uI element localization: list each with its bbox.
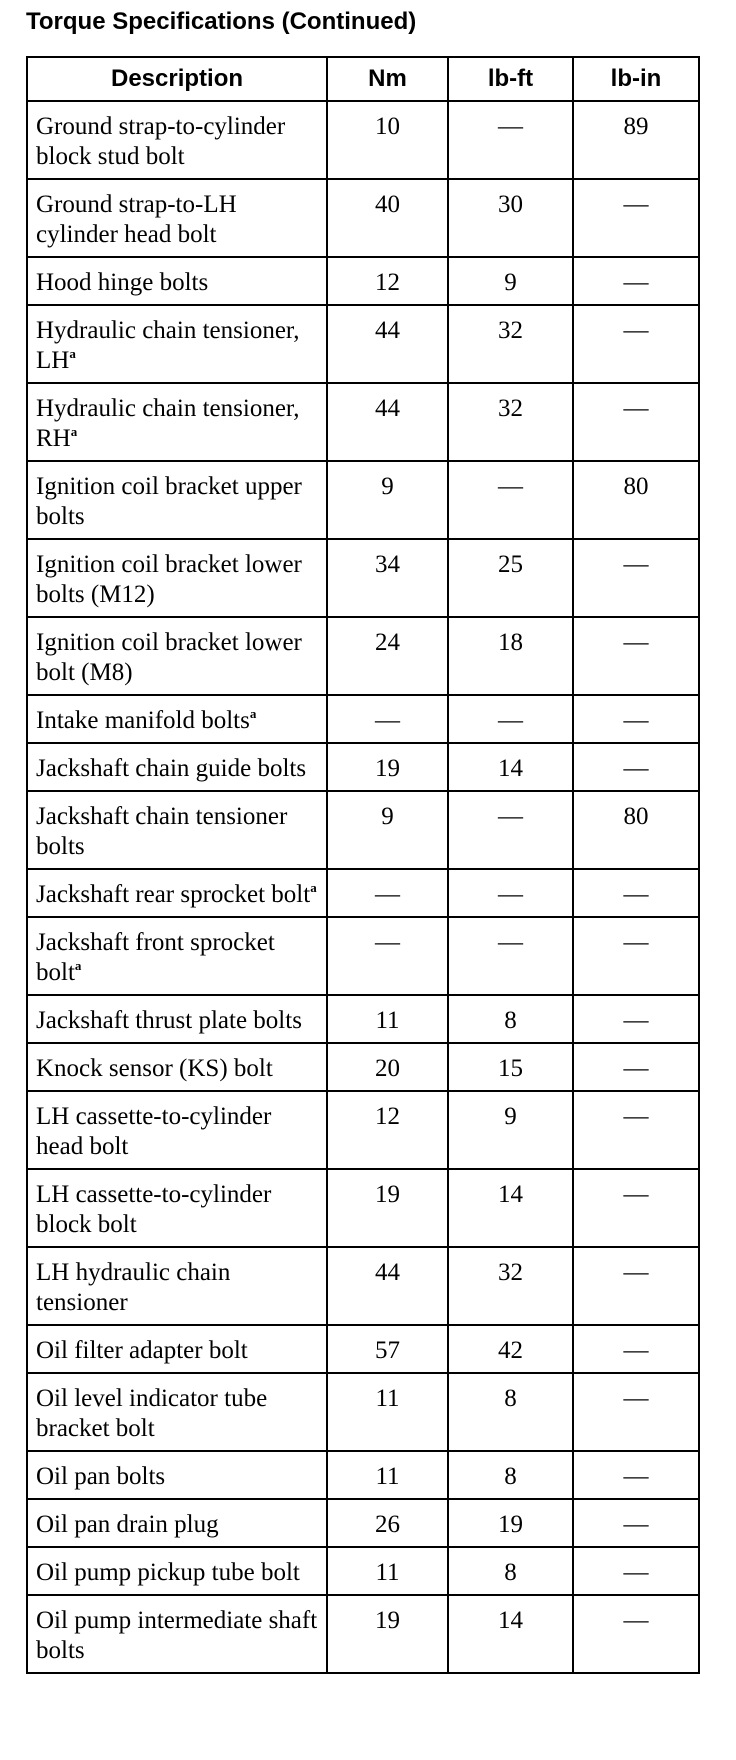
lbft-value-cell: 9 — [448, 257, 573, 305]
table-row — [27, 1325, 699, 1373]
nm-value-cell: — — [327, 695, 448, 743]
nm-value-cell: 44 — [327, 383, 448, 461]
description-cell — [27, 1247, 327, 1325]
nm-value-cell: 19 — [327, 743, 448, 791]
description-cell — [27, 1499, 327, 1547]
table-body — [27, 101, 699, 1673]
lbin-value-cell: — — [573, 179, 699, 257]
description-cell — [27, 539, 327, 617]
table-row — [27, 743, 699, 791]
description-cell — [27, 257, 327, 305]
table-row — [27, 1373, 699, 1451]
lbft-value-cell: — — [448, 695, 573, 743]
description-text: LH hydraulic chain tensioner — [36, 1259, 231, 1316]
nm-value-cell: 19 — [327, 1169, 448, 1247]
lbin-value-cell: — — [573, 539, 699, 617]
nm-value-cell: — — [327, 869, 448, 917]
table-row — [27, 695, 699, 743]
description-text: Knock sensor (KS) bolt — [36, 1055, 273, 1082]
description-text: Jackshaft front sprocket bolt — [36, 929, 275, 986]
lbin-value-cell: — — [573, 1499, 699, 1547]
footnote-marker: a — [310, 880, 317, 895]
table-row — [27, 539, 699, 617]
lbft-value-cell: 14 — [448, 743, 573, 791]
nm-value-cell: 34 — [327, 539, 448, 617]
description-text: Hydraulic chain tensioner, LH — [36, 317, 300, 374]
table-row — [27, 1451, 699, 1499]
description-text: Ignition coil bracket upper bolts — [36, 473, 302, 530]
description-cell — [27, 1451, 327, 1499]
table-row — [27, 1043, 699, 1091]
lbft-value-cell: 32 — [448, 1247, 573, 1325]
nm-value-cell: 11 — [327, 1373, 448, 1451]
lbin-value-cell: — — [573, 869, 699, 917]
table-row — [27, 383, 699, 461]
nm-value-cell: 57 — [327, 1325, 448, 1373]
lbft-value-cell: 14 — [448, 1595, 573, 1673]
lbin-value-cell: — — [573, 1547, 699, 1595]
nm-value-cell: 11 — [327, 1547, 448, 1595]
column-header-lbin: lb-in — [573, 57, 699, 101]
lbft-value-cell: 8 — [448, 1373, 573, 1451]
lbft-value-cell: — — [448, 869, 573, 917]
lbin-value-cell: — — [573, 383, 699, 461]
lbin-value-cell: — — [573, 1169, 699, 1247]
footnote-marker: a — [69, 346, 76, 361]
table-row — [27, 1169, 699, 1247]
lbin-value-cell: — — [573, 917, 699, 995]
nm-value-cell: 12 — [327, 257, 448, 305]
lbft-value-cell: 8 — [448, 995, 573, 1043]
description-cell — [27, 743, 327, 791]
description-text: Intake manifold bolts — [36, 707, 250, 734]
table-row — [27, 461, 699, 539]
nm-value-cell: 26 — [327, 1499, 448, 1547]
description-cell — [27, 1325, 327, 1373]
lbft-value-cell: — — [448, 917, 573, 995]
description-cell — [27, 995, 327, 1043]
lbin-value-cell: — — [573, 1043, 699, 1091]
description-text: Oil pan bolts — [36, 1463, 166, 1490]
description-text: Ground strap-to-LH cylinder head bolt — [36, 191, 237, 248]
description-cell — [27, 101, 327, 179]
description-text: Jackshaft rear sprocket bolt — [36, 881, 311, 908]
description-text: Oil pump pickup tube bolt — [36, 1559, 300, 1586]
nm-value-cell: 9 — [327, 791, 448, 869]
description-text: LH cassette-to-cylinder block bolt — [36, 1181, 272, 1238]
description-cell — [27, 1043, 327, 1091]
lbft-value-cell: 18 — [448, 617, 573, 695]
lbin-value-cell: — — [573, 617, 699, 695]
lbft-value-cell: 42 — [448, 1325, 573, 1373]
torque-spec-table — [26, 56, 700, 1674]
lbin-value-cell: 80 — [573, 461, 699, 539]
lbft-value-cell: 9 — [448, 1091, 573, 1169]
lbin-value-cell: 89 — [573, 101, 699, 179]
table-row — [27, 869, 699, 917]
description-cell — [27, 1169, 327, 1247]
nm-value-cell: 11 — [327, 995, 448, 1043]
description-text: Oil pump intermediate shaft bolts — [36, 1607, 318, 1664]
description-cell — [27, 695, 327, 743]
table-row — [27, 917, 699, 995]
description-text: Jackshaft chain tensioner bolts — [36, 803, 288, 860]
table-row — [27, 617, 699, 695]
description-cell — [27, 617, 327, 695]
table-row — [27, 1595, 699, 1673]
description-text: Ignition coil bracket lower bolts (M12) — [36, 551, 302, 608]
lbft-value-cell: — — [448, 791, 573, 869]
lbft-value-cell: — — [448, 101, 573, 179]
table-row — [27, 1247, 699, 1325]
column-header-nm: Nm — [327, 57, 448, 101]
lbin-value-cell: — — [573, 995, 699, 1043]
description-cell — [27, 791, 327, 869]
lbin-value-cell: — — [573, 695, 699, 743]
table-row — [27, 791, 699, 869]
footnote-marker: a — [74, 958, 82, 973]
description-text: LH cassette-to-cylinder head bolt — [36, 1103, 272, 1160]
column-header-lbft: lb-ft — [448, 57, 573, 101]
description-cell — [27, 461, 327, 539]
header-row — [27, 57, 699, 101]
description-cell — [27, 1091, 327, 1169]
lbft-value-cell: 32 — [448, 383, 573, 461]
nm-value-cell: 11 — [327, 1451, 448, 1499]
lbft-value-cell: 30 — [448, 179, 573, 257]
nm-value-cell: 9 — [327, 461, 448, 539]
nm-value-cell: 24 — [327, 617, 448, 695]
description-text: Hood hinge bolts — [36, 269, 209, 296]
table-row — [27, 101, 699, 179]
description-text: Jackshaft thrust plate bolts — [36, 1007, 302, 1034]
nm-value-cell: 44 — [327, 1247, 448, 1325]
nm-value-cell: 40 — [327, 179, 448, 257]
lbin-value-cell: — — [573, 305, 699, 383]
lbft-value-cell: 15 — [448, 1043, 573, 1091]
lbin-value-cell: — — [573, 257, 699, 305]
lbft-value-cell: 8 — [448, 1547, 573, 1595]
lbin-value-cell: 80 — [573, 791, 699, 869]
lbin-value-cell: — — [573, 1247, 699, 1325]
description-text: Oil filter adapter bolt — [36, 1337, 248, 1364]
lbin-value-cell: — — [573, 743, 699, 791]
table-row — [27, 1091, 699, 1169]
description-cell — [27, 179, 327, 257]
description-text: Hydraulic chain tensioner, RH — [36, 395, 300, 452]
description-cell — [27, 917, 327, 995]
nm-value-cell: 20 — [327, 1043, 448, 1091]
lbft-value-cell: 8 — [448, 1451, 573, 1499]
description-text: Ignition coil bracket lower bolt (M8) — [36, 629, 302, 686]
description-cell — [27, 1595, 327, 1673]
lbft-value-cell: — — [448, 461, 573, 539]
lbin-value-cell: — — [573, 1595, 699, 1673]
table-row — [27, 179, 699, 257]
description-text: Ground strap-to-cylinder block stud bolt — [36, 113, 286, 170]
lbft-value-cell: 14 — [448, 1169, 573, 1247]
nm-value-cell: 12 — [327, 1091, 448, 1169]
table-row — [27, 1499, 699, 1547]
table-row — [27, 1547, 699, 1595]
lbin-value-cell: — — [573, 1373, 699, 1451]
lbft-value-cell: 19 — [448, 1499, 573, 1547]
description-cell — [27, 383, 327, 461]
table-row — [27, 305, 699, 383]
description-cell — [27, 1373, 327, 1451]
lbft-value-cell: 32 — [448, 305, 573, 383]
footnote-marker: a — [70, 424, 78, 439]
page-title: Torque Specifications (Continued) — [26, 8, 417, 35]
table-row — [27, 257, 699, 305]
table-row — [27, 995, 699, 1043]
nm-value-cell: 19 — [327, 1595, 448, 1673]
description-cell — [27, 305, 327, 383]
description-text: Oil pan drain plug — [36, 1511, 219, 1538]
lbin-value-cell: — — [573, 1325, 699, 1373]
lbin-value-cell: — — [573, 1451, 699, 1499]
lbft-value-cell: 25 — [448, 539, 573, 617]
nm-value-cell: — — [327, 917, 448, 995]
footnote-marker: a — [249, 706, 257, 721]
nm-value-cell: 10 — [327, 101, 448, 179]
column-header-description: Description — [27, 57, 327, 101]
description-cell — [27, 1547, 327, 1595]
lbin-value-cell: — — [573, 1091, 699, 1169]
description-text: Oil level indicator tube bracket bolt — [36, 1385, 268, 1442]
description-cell — [27, 869, 327, 917]
description-text: Jackshaft chain guide bolts — [36, 755, 307, 782]
nm-value-cell: 44 — [327, 305, 448, 383]
